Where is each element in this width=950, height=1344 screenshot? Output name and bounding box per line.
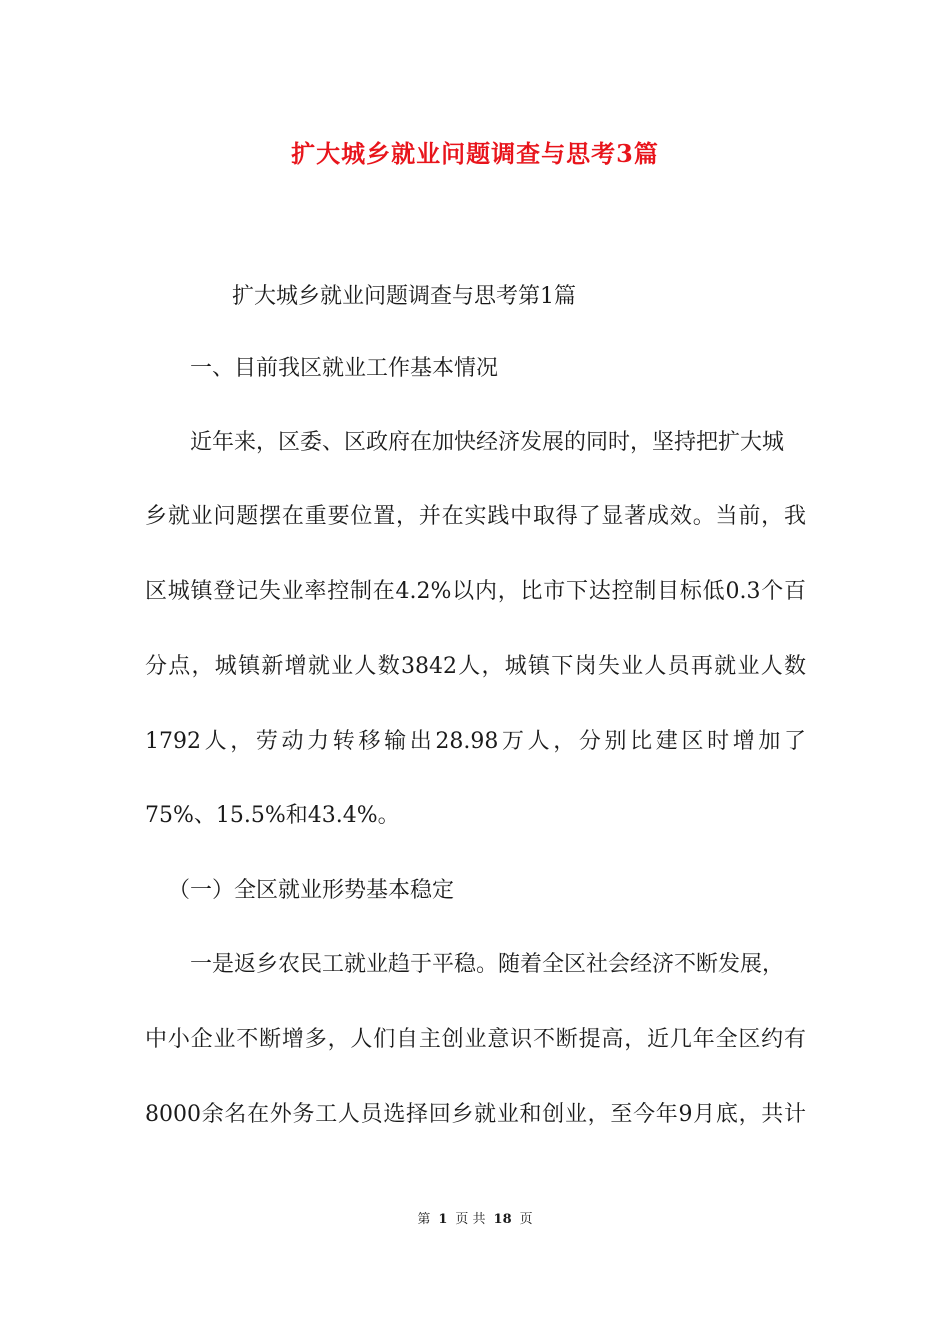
total-pages-number: 18 xyxy=(493,1212,512,1227)
footer-prefix: 第 xyxy=(417,1212,431,1227)
paragraph-line: 分点，城镇新增就业人数3842人，城镇下岗失业人员再就业人数 xyxy=(145,654,806,679)
paragraph-line: 区城镇登记失业率控制在4.2%以内，比市下达控制目标低0.3个百 xyxy=(145,579,806,604)
paragraph-line: 乡就业问题摆在重要位置，并在实践中取得了显著成效。当前，我 xyxy=(145,504,806,529)
document-title: 扩大城乡就业问题调查与思考3篇 xyxy=(291,139,659,168)
page-footer xyxy=(0,1212,950,1228)
section-heading: 一、目前我区就业工作基本情况 xyxy=(190,356,499,381)
footer-mid: 页 共 xyxy=(455,1212,486,1227)
article-subtitle: 扩大城乡就业问题调查与思考第1篇 xyxy=(232,284,576,309)
paragraph-line: 8000余名在外务工人员选择回乡就业和创业，至今年9月底，共计 xyxy=(145,1102,806,1127)
footer-suffix: 页 xyxy=(519,1212,533,1227)
paragraph-line: 75%、15.5%和43.4%。 xyxy=(145,803,400,828)
current-page-number: 1 xyxy=(438,1212,448,1227)
paragraph-line: 一是返乡农民工就业趋于平稳。随着全区社会经济不断发展， xyxy=(190,952,785,977)
paragraph-line: 近年来，区委、区政府在加快经济发展的同时，坚持把扩大城 xyxy=(190,430,785,455)
paragraph-line: 1792人，劳动力转移输出28.98万人，分别比建区时增加了 xyxy=(145,729,806,754)
subsection-heading: （一）全区就业形势基本稳定 xyxy=(168,878,455,903)
paragraph-line: 中小企业不断增多，人们自主创业意识不断提高，近几年全区约有 xyxy=(145,1027,806,1052)
